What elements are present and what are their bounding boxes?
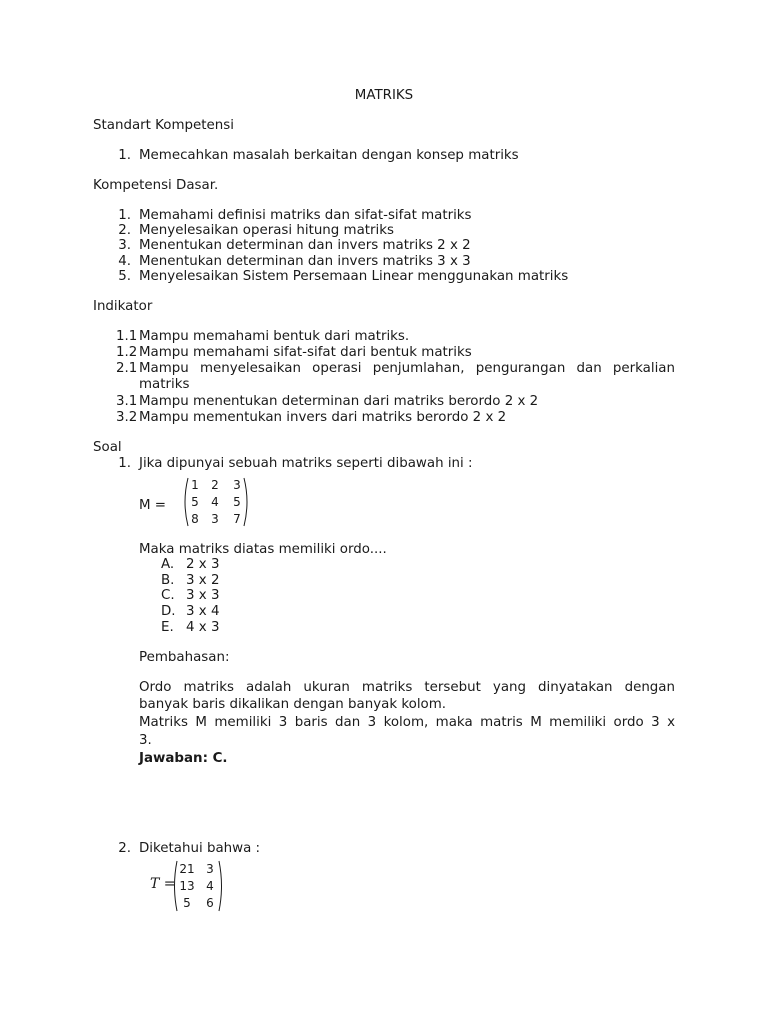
kd-item-number: 5.	[118, 269, 131, 284]
matrix-cell: 3	[206, 862, 214, 876]
matrix-cell: 3	[211, 512, 219, 526]
matrix-cell: 5	[191, 495, 199, 509]
option-text: 3 x 3	[186, 588, 220, 603]
answer-text: Jawaban: C.	[139, 751, 228, 766]
kd-item-number: 4.	[118, 254, 131, 269]
indikator-item-number: 3.2	[116, 410, 138, 425]
matrix-cell: 6	[206, 896, 214, 910]
matrix-cell: 7	[233, 512, 241, 526]
kd-item-text: Menyelesaikan operasi hitung matriks	[139, 223, 395, 238]
pembahasan-text: Matriks M memiliki 3 baris dan 3 kolom, maka matris M memiliki ordo 3 x	[139, 715, 675, 730]
option-text: 4 x 3	[186, 620, 220, 635]
pembahasan-text: Ordo matriks adalah ukuran matriks tersebut yang dinyatakan dengan	[139, 680, 675, 695]
matrix-t	[172, 859, 224, 913]
option-letter: E.	[161, 620, 174, 635]
indikator-item-text: Mampu menyelesaikan operasi penjumlahan, pengurangan dan perkalian	[139, 361, 675, 376]
indikator-item-number: 1.2	[116, 345, 138, 360]
question-prompt: Maka matriks diatas memiliki ordo....	[139, 542, 387, 557]
soal-heading: Soal	[93, 440, 122, 455]
indikator-item-number: 2.1	[116, 361, 138, 376]
option-letter: C.	[161, 588, 175, 603]
matrix-cell: 4	[211, 495, 219, 509]
pembahasan-label: Pembahasan:	[139, 650, 230, 665]
kd-heading: Kompetensi Dasar.	[93, 178, 219, 193]
pembahasan-text: banyak baris dikalikan dengan banyak kolom.	[139, 697, 447, 712]
matrix-label: T =	[150, 876, 176, 892]
matrix-m	[182, 476, 250, 528]
kd-item-text: Menentukan determinan dan invers matriks 3 x 3	[139, 254, 471, 269]
option-text: 2 x 3	[186, 557, 220, 572]
kd-item-text: Menyelesaikan Sistem Persemaan Linear menggunakan matriks	[139, 269, 569, 284]
question-number: 2.	[118, 841, 131, 856]
pembahasan-text: 3.	[139, 733, 152, 748]
page-title: MATRIKS	[354, 88, 414, 103]
indikator-item-number: 1.1	[116, 329, 138, 344]
question-number: 1.	[118, 456, 131, 471]
matrix-cell: 8	[191, 512, 199, 526]
matrix-label: M =	[139, 498, 167, 513]
matrix-cell: 21	[179, 862, 195, 876]
standar-heading: Standart Kompetensi	[93, 118, 234, 133]
matrix-cell: 1	[191, 478, 199, 492]
kd-item-number: 2.	[118, 223, 131, 238]
matrix-cell: 3	[233, 478, 241, 492]
option-text: 3 x 2	[186, 573, 220, 588]
matrix-cell: 5	[183, 896, 191, 910]
option-letter: A.	[161, 557, 175, 572]
option-letter: D.	[161, 604, 176, 619]
kd-item-number: 3.	[118, 238, 131, 253]
question-text: Diketahui bahwa :	[139, 841, 261, 856]
standar-item-text: Memecahkan masalah berkaitan dengan konsep matriks	[139, 148, 519, 163]
matrix-cell: 5	[233, 495, 241, 509]
matrix-cell: 2	[211, 478, 219, 492]
indikator-heading: Indikator	[93, 299, 153, 314]
standar-item-number: 1.	[118, 148, 131, 163]
kd-item-text: Memahami definisi matriks dan sifat-sifat matriks	[139, 208, 472, 223]
kd-item-text: Menentukan determinan dan invers matriks 2 x 2	[139, 238, 471, 253]
question-text: Jika dipunyai sebuah matriks seperti dibawah ini :	[139, 456, 473, 471]
option-text: 3 x 4	[186, 604, 220, 619]
indikator-item-text: Mampu memahami bentuk dari matriks.	[139, 329, 410, 344]
indikator-item-text: Mampu menentukan determinan dari matriks berordo 2 x 2	[139, 394, 539, 409]
indikator-item-text: Mampu memahami sifat-sifat dari bentuk matriks	[139, 345, 472, 360]
option-letter: B.	[161, 573, 175, 588]
indikator-item-text: Mampu mementukan invers dari matriks berordo 2 x 2	[139, 410, 507, 425]
indikator-item-number: 3.1	[116, 394, 138, 409]
matrix-cell: 13	[179, 879, 195, 893]
kd-item-number: 1.	[118, 208, 131, 223]
matrix-cell: 4	[206, 879, 214, 893]
indikator-item-continuation: matriks	[139, 377, 190, 392]
